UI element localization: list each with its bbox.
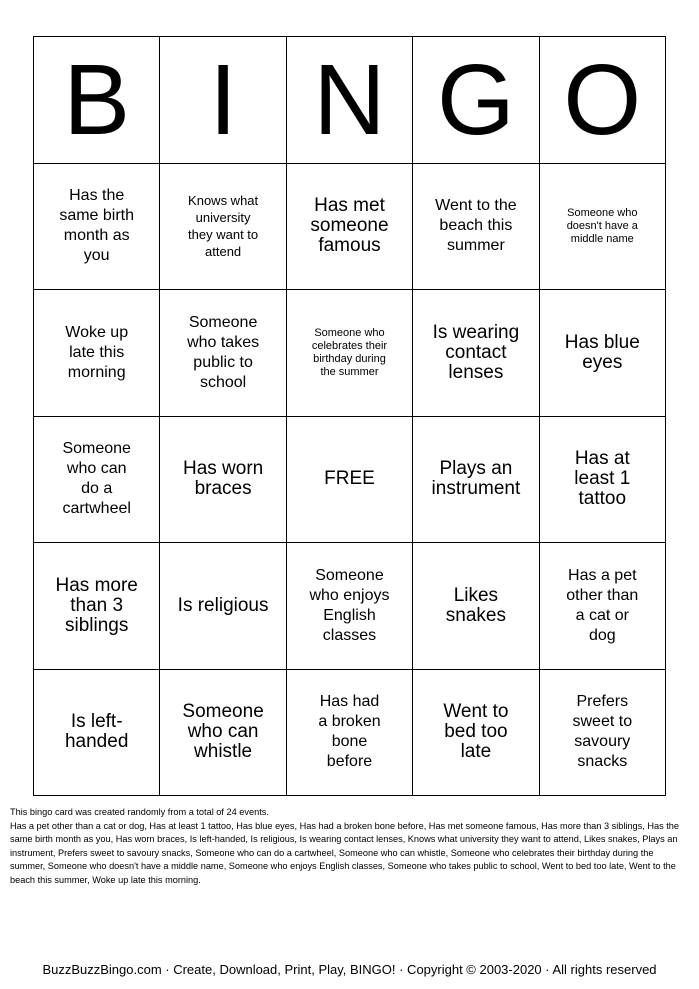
bingo-cell [160, 543, 286, 670]
header-letter-i: I [160, 37, 286, 164]
bingo-cell-text: Went to bed too late [443, 701, 509, 763]
bingo-cell [413, 417, 539, 544]
bingo-cell [540, 417, 666, 544]
bingo-cell [540, 670, 666, 797]
bingo-cell-text: Is religious [177, 594, 269, 616]
bingo-cell-text: Has more than 3 siblings [55, 574, 138, 636]
bingo-cell [540, 164, 666, 291]
header-letter-n: N [287, 37, 413, 164]
bingo-cell [34, 417, 160, 544]
bingo-cell-text: Has had a broken bone before [318, 693, 381, 771]
bingo-cell-text: Someone who celebrates their birthday during the summer [311, 326, 388, 378]
bingo-cell [34, 543, 160, 670]
bingo-cell-text: Has met someone famous [310, 195, 389, 257]
header-letter-b: B [34, 37, 160, 164]
bingo-cell [287, 543, 413, 670]
bingo-cell-text: Someone who can do a cartwheel [62, 440, 131, 518]
bingo-cell [287, 164, 413, 291]
bingo-cell-text: Likes snakes [445, 584, 506, 626]
bingo-cell [160, 417, 286, 544]
bingo-cell [287, 290, 413, 417]
footer-copyright: BuzzBuzzBingo.com · Create, Download, Print, Play, BINGO! · Copyright © 2003-2020 · All rights reserved [42, 962, 657, 977]
bingo-card [33, 36, 666, 796]
bingo-cell-text: Has blue eyes [564, 331, 640, 373]
bingo-cell [34, 290, 160, 417]
bingo-cell-text: Has a pet other than a cat or dog [566, 566, 639, 644]
bingo-cell [34, 670, 160, 797]
card-info [10, 806, 690, 888]
bingo-cell-text: Has worn braces [182, 458, 264, 500]
bingo-cell [413, 670, 539, 797]
bingo-cell [540, 290, 666, 417]
bingo-cell-text: Someone who takes public to school [187, 313, 260, 391]
bingo-cell [413, 290, 539, 417]
bingo-cell [34, 164, 160, 291]
bingo-cell-text: Went to the beach this summer [435, 197, 517, 255]
header-letter-o: O [540, 37, 666, 164]
bingo-cell [540, 543, 666, 670]
bingo-cell-text: Prefers sweet to savoury snacks [572, 693, 633, 771]
bingo-cell [160, 670, 286, 797]
bingo-cell-text: Someone who enjoys English classes [309, 566, 390, 644]
bingo-cell-text: Plays an instrument [431, 458, 521, 500]
free-space [287, 417, 413, 544]
card-info-intro: This bingo card was created randomly from a total of 24 events. [10, 807, 269, 817]
bingo-cell-text: Has the same birth month as you [59, 187, 135, 265]
bingo-cell-text: Someone who can whistle [182, 701, 264, 763]
bingo-cell [413, 164, 539, 291]
bingo-cell-text: Has at least 1 tattoo [574, 448, 631, 510]
bingo-cell-text: Is left-handed [64, 711, 129, 753]
card-info-events: Has a pet other than a cat or dog, Has at least 1 tattoo, Has blue eyes, Has had a broken bone before, Has met someone famous, Has more than 3 siblings, Has the same birth month as you, Has worn braces, Is left-handed, Is religious, Is wearing contact lenses, Knows what university they want to attend, Likes snakes, Plays an instrument, Prefers sweet to savoury snacks, Someone who can do a cartwheel, Someone who can whistle, Someone who celebrates their birthday during the summer, Someone who doesn't have a middle name, Someone who enjoys English classes, Someone who takes public to school, Went to bed too late, Went to the beach this summer, Woke up late this morning. [10, 820, 680, 885]
bingo-cell-text: Woke up late this morning [65, 323, 129, 381]
bingo-cell [413, 543, 539, 670]
bingo-cell-text: Knows what university they want to attend [188, 193, 259, 260]
bingo-cell [160, 164, 286, 291]
bingo-cell [287, 670, 413, 797]
bingo-cell-text: Someone who doesn't have a middle name [566, 206, 638, 245]
bingo-cell [160, 290, 286, 417]
bingo-cell-text: Is wearing contact lenses [432, 321, 520, 383]
free-space-text: FREE [324, 468, 375, 490]
header-letter-g: G [413, 37, 539, 164]
